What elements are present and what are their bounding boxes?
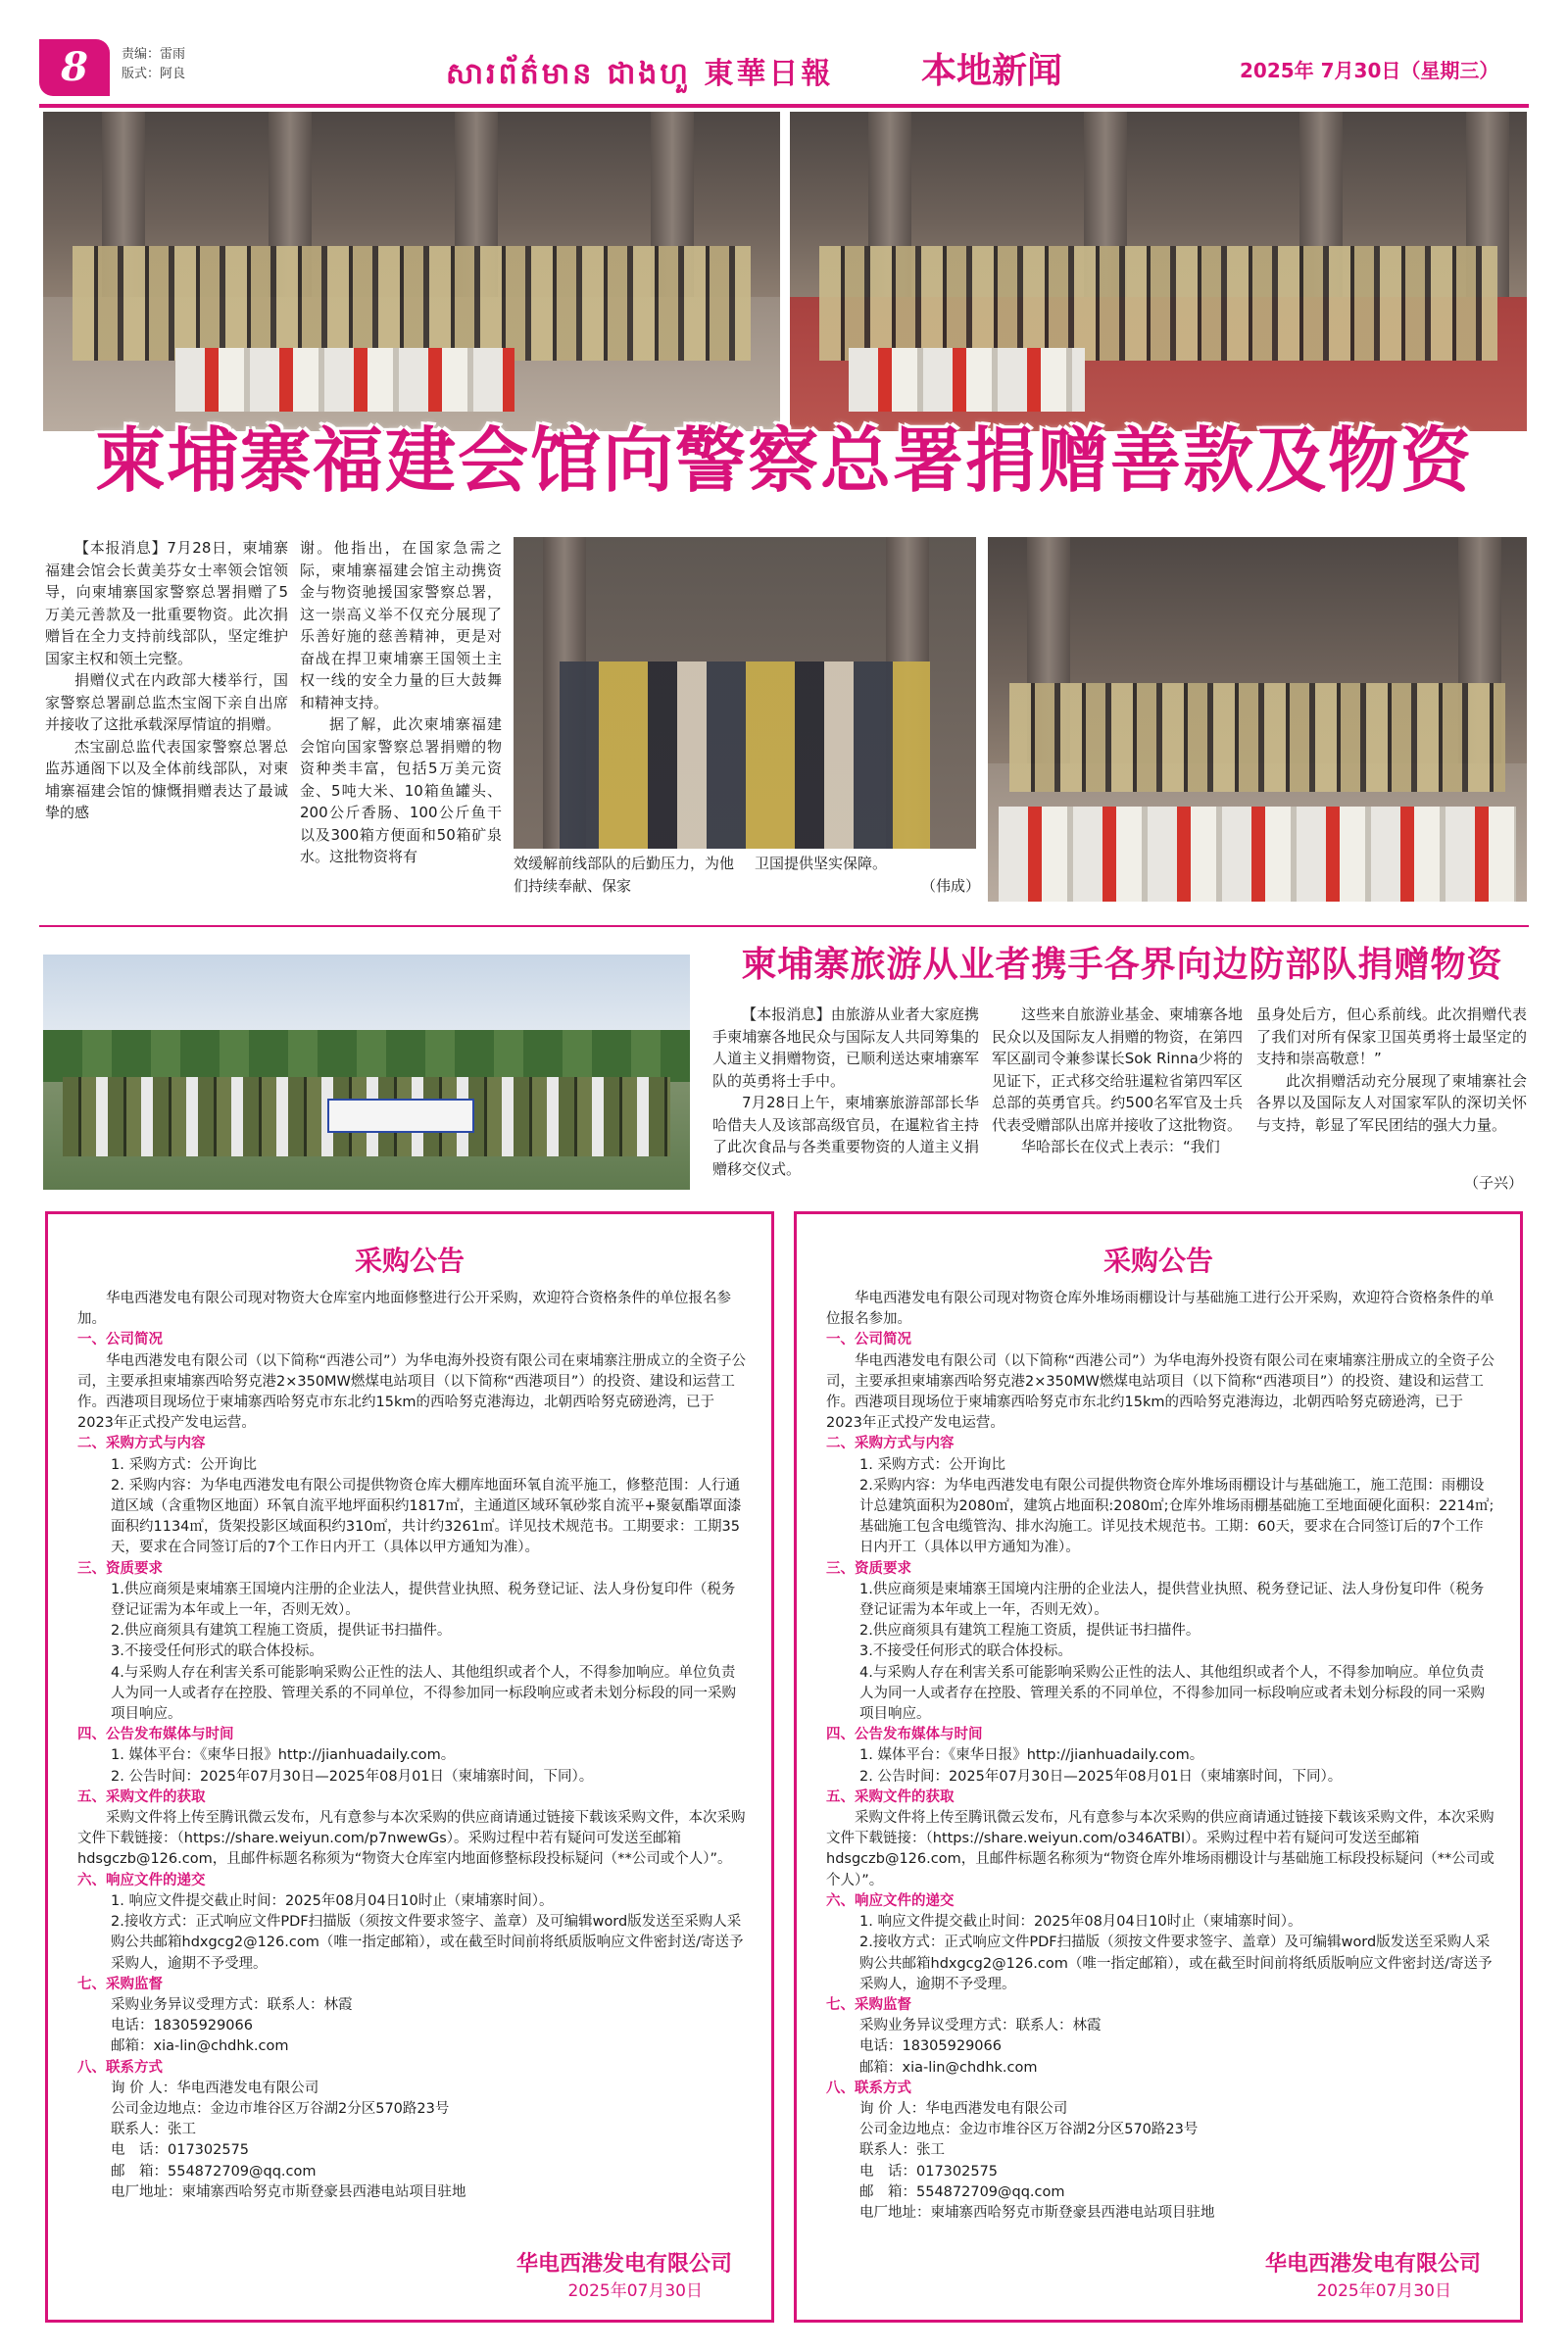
ad-line: 华电西港发电有限公司现对物资大仓库室内地面修整进行公开采购，欢迎符合资格条件的单位报名参加。 [77, 1291, 731, 1328]
ad-line: 询 价 人：华电西港发电有限公司 [111, 2080, 319, 2096]
ad-section-heading: 三、资质要求 [826, 1560, 911, 1577]
ad-line: 1. 采购方式：公开询比 [859, 1456, 1005, 1473]
ad-line: 1.供应商须是柬埔寨王国境内注册的企业法人，提供营业执照、税务登记证、法人身份复印件（税务登记证需为本年或上一年，否则无效）。 [111, 1581, 736, 1619]
ad-line: 2. 采购内容：为华电西港发电有限公司提供物资仓库大棚库地面环氧自流平施工，修整范围：人行通道区域（含重物区地面）环氧自流平地坪面积约1817㎡，主通道区域环氧砂浆自流平+聚氨酯罩面漆面积约1134㎡，货架投影区域面积约310㎡，共计约3261㎡。详见技术规范书。工期要求：工期35天，要求在合同签订后的7个工作日内开工（具体以甲方通知为准）。 [111, 1477, 742, 1556]
ad-line: 2. 公告时间：2025年07月30日—2025年08月01日（柬埔寨时间，下同）。 [111, 1768, 594, 1785]
article1-paragraph: 杰宝副总监代表国家警察总署总监苏通阁下以及全体前线部队，对柬埔寨福建会馆的慷慨捐赠表达了最诚挚的感 [45, 737, 288, 821]
ad-section-heading: 七、采购监督 [77, 1976, 163, 1992]
ad-section-heading: 一、公司简况 [77, 1332, 163, 1348]
ad-section-heading: 五、采购文件的获取 [826, 1788, 955, 1805]
ad-line: 公司金边地点：金边市堆谷区万谷湖2分区570路23号 [859, 2122, 1199, 2138]
ad-body [826, 1289, 1496, 2224]
article1-paragraph: 捐赠仪式在内政部大楼举行，国家警察总署副总监杰宝阁下亲自出席并接收了这批承载深厚情谊的捐赠。 [45, 671, 288, 733]
section-divider [39, 925, 1529, 927]
ad-line: 4.与采购人存在利害关系可能影响采购公正性的法人、其他组织或者个人，不得参加响应。单位负责人为同一人或者存在控股、管理关系的不同单位，不得参加同一标段响应或者未划分标段的同一采购项目响应。 [111, 1664, 736, 1723]
procurement-notice-left [45, 1211, 774, 2323]
masthead: សារព័ត៌មាន ជាងហួ 東華日報 [446, 57, 834, 91]
article2-column-2 [992, 1004, 1243, 1158]
ad-line: 1. 采购方式：公开询比 [111, 1456, 257, 1473]
ad-company: 华电西港发电有限公司 [515, 2252, 732, 2277]
section-title: 本地新闻 [921, 51, 1063, 91]
ad-section-heading: 一、公司简况 [826, 1332, 911, 1348]
ad-line: 电话：18305929066 [111, 2018, 253, 2034]
article2-paragraph: 华哈部长在仪式上表示：“我们 [1021, 1138, 1220, 1155]
ad-line: 联系人：张工 [111, 2122, 196, 2138]
ad-line: 电 话：017302575 [111, 2142, 250, 2159]
article1-headline: 柬埔寨福建会馆向警察总署捐赠善款及物资 [94, 419, 1473, 502]
ad-line: 华电西港发电有限公司（以下简称“西港公司”）为华电海外投资有限公司在柬埔寨注册成立的全资子公司，主要承担柬埔寨西哈努克港2×350MW燃煤电站项目（以下简称“西港项目”）的投资、建设和运营工作。西港项目现场位于柬埔寨西哈努克市东北约15km的西哈努克港海边，北朝西哈努克磅逊湾，已于2023年正式投产发电运营。 [77, 1352, 747, 1432]
ad-line: 邮箱：xia-lin@chdhk.com [111, 2038, 289, 2055]
ad-line: 采购业务异议受理方式：联系人：林霞 [859, 2018, 1102, 2034]
ad-section-heading: 六、响应文件的递交 [77, 1872, 206, 1888]
ad-date: 2025年07月30日 [567, 2281, 703, 2301]
editor-line: 责编：雷雨 [122, 47, 186, 62]
ad-line: 采购文件将上传至腾讯微云发布，凡有意参与本次采购的供应商请通过链接下载该采购文件，本次采购文件下载链接：（https://share.weiyun.com/p7nwewGs）。采购过程中若有疑问可发送至邮箱hdsgczb@126.com，且邮件标题名称须为“物资大仓库室内地面修整标段投标疑问（**公司或个人）”。 [77, 1810, 746, 1868]
ad-line: 华电西港发电有限公司（以下简称“西港公司”）为华电海外投资有限公司在柬埔寨注册成立的全资子公司，主要承担柬埔寨西哈努克港2×350MW燃煤电站项目（以下简称“西港项目”）的投资、建设和运营工作。西港项目现场位于柬埔寨西哈努克市东北约15km的西哈努克港海边，北朝西哈努克磅逊湾，已于2023年正式投产发电运营。 [826, 1352, 1495, 1432]
ad-section-heading: 八、联系方式 [77, 2059, 163, 2076]
ad-line: 4.与采购人存在利害关系可能影响采购公正性的法人、其他组织或者个人，不得参加响应。单位负责人为同一人或者存在控股、管理关系的不同单位，不得参加同一标段响应或者未划分标段的同一采购项目响应。 [859, 1664, 1485, 1723]
ad-section-heading: 七、采购监督 [826, 1996, 911, 2013]
ad-section-heading: 五、采购文件的获取 [77, 1788, 206, 1805]
ad-line: 电厂地址：柬埔寨西哈努克市斯登豪县西港电站项目驻地 [859, 2204, 1215, 2221]
article2-paragraph: 虽身处后方，但心系前线。此次捐赠代表了我们对所有保家卫国英勇将士最坚定的支持和崇高敬意！” [1256, 1005, 1527, 1067]
ad-section-heading: 二、采购方式与内容 [77, 1436, 206, 1452]
article2-column-3 [1256, 1004, 1527, 1136]
ad-line: 2.采购内容：为华电西港发电有限公司提供物资仓库外堆场雨棚设计与基础施工，施工范围：雨棚设计总建筑面积为2080㎡，建筑占地面积:2080㎡;仓库外堆场雨棚基础施工至地面硬化面积：2214㎡;基础施工包含电缆管沟、排水沟施工。详见技术规范书。工期：60天，要求在合同签订后的7个工作日内开工（具体以甲方通知为准）。 [859, 1477, 1494, 1556]
photo-handshake-greeting [514, 537, 976, 849]
ad-section-heading: 六、响应文件的递交 [826, 1892, 955, 1909]
ad-line: 2. 公告时间：2025年07月30日—2025年08月01日（柬埔寨时间，下同）。 [859, 1768, 1343, 1785]
ad-line: 2.供应商须具有建筑工程施工资质，提供证书扫描件。 [111, 1623, 452, 1640]
article2-paragraph: 【本报消息】由旅游从业者大家庭携手柬埔寨各地民众与国际友人共同筹集的人道主义捐赠物资，已顺利送达柬埔寨军队的英勇将士手中。 [712, 1005, 979, 1090]
ad-line: 采购业务异议受理方式：联系人：林霞 [111, 1996, 353, 2013]
article1-paragraph: 【本报消息】7月28日，柬埔寨福建会馆会长黄美芬女士率领会馆领导，向柬埔寨国家警察总署捐赠了5万美元善款及一批重要物资。此次捐赠旨在全力支持前线部队，坚定维护国家主权和领土完整。 [45, 539, 288, 667]
article1-photo-caption-a: 效缓解前线部队的后勤压力，为他们持续奉献、保家 [514, 855, 735, 895]
article2-headline: 柬埔寨旅游从业者携手各界向边防部队捐赠物资 [741, 944, 1503, 985]
ad-line: 华电西港发电有限公司现对物资仓库外堆场雨棚设计与基础施工进行公开采购，欢迎符合资格条件的单位报名参加。 [826, 1291, 1494, 1328]
ad-line: 邮箱：xia-lin@chdhk.com [859, 2059, 1038, 2076]
page-number: 8 [39, 39, 110, 96]
article1-photo-caption-b: 卫国提供坚实保障。 [755, 855, 888, 872]
article1-column-2 [300, 537, 502, 868]
ad-line: 询 价 人：华电西港发电有限公司 [859, 2100, 1068, 2117]
ad-line: 3.不接受任何形式的联合体投标。 [111, 1643, 323, 1660]
ad-title: 采购公告 [354, 1245, 465, 1277]
ad-line: 2.接收方式：正式响应文件PDF扫描版（须按文件要求签字、盖章）及可编辑word版发送至采购人采购公共邮箱hdxgcg2@126.com（唯一指定邮箱），或在截至时间前将纸质版响应文件密封送/寄送予采购人，逾期不予受理。 [859, 1935, 1493, 1992]
ad-line: 邮 箱：554872709@qq.com [111, 2163, 317, 2180]
ad-line: 公司金边地点：金边市堆谷区万谷湖2分区570路23号 [111, 2100, 450, 2117]
ad-section-heading: 四、公告发布媒体与时间 [77, 1727, 234, 1743]
ad-line: 2.接收方式：正式响应文件PDF扫描版（须按文件要求签字、盖章）及可编辑word版发送至采购人采购公共邮箱hdxgcg2@126.com（唯一指定邮箱），或在截至时间前将纸质版响应文件密封送/寄送予采购人，逾期不予受理。 [111, 1914, 744, 1972]
ad-section-heading: 八、联系方式 [826, 2080, 911, 2096]
article2-column-1 [712, 1004, 979, 1180]
article1-credit: （伟成） [921, 877, 981, 895]
editor-credits [122, 45, 185, 84]
issue-date: 2025年 7月30日（星期三） [1240, 59, 1499, 82]
header-rule [39, 104, 1529, 108]
ad-line: 电 话：017302575 [859, 2163, 999, 2180]
article2-paragraph: 7月28日上午，柬埔寨旅游部部长华哈借夫人及该部高级官员，在暹粒省主持了此次食品与各类重要物资的人道主义捐赠移交仪式。 [712, 1094, 979, 1178]
ad-title: 采购公告 [1102, 1245, 1213, 1277]
ad-line: 1. 响应文件提交截止时间：2025年08月04日10时止（柬埔寨时间）。 [859, 1914, 1302, 1931]
article2-credit: （子兴） [1464, 1174, 1524, 1192]
ad-company: 华电西港发电有限公司 [1264, 2252, 1481, 2277]
ad-line: 采购文件将上传至腾讯微云发布，凡有意参与本次采购的供应商请通过链接下载该采购文件，本次采购文件下载链接：（https://share.weiyun.com/o346ATBI）。采购过程中若有疑问可发送至邮箱hdsgczb@126.com，且邮件标题名称须为“物资仓库外堆场雨棚设计与基础施工标段投标疑问（**公司或个人）”。 [826, 1810, 1494, 1888]
article2-paragraph: 此次捐赠活动充分展现了柬埔寨社会各界以及国际友人对国家军队的深切关怀与支持，彰显了军民团结的强大力量。 [1256, 1071, 1527, 1134]
ad-line: 电话：18305929066 [859, 2038, 1002, 2055]
photo-donation-ceremony-left [43, 112, 780, 431]
photo-donation-ceremony-right [790, 112, 1527, 431]
ad-line: 1. 媒体平台：《柬华日报》http://jianhuadaily.com。 [859, 1747, 1204, 1764]
ad-line: 3.不接受任何形式的联合体投标。 [859, 1643, 1072, 1660]
ad-line: 2.供应商须具有建筑工程施工资质，提供证书扫描件。 [859, 1623, 1200, 1640]
ad-line: 联系人：张工 [859, 2142, 945, 2159]
ad-line: 1.供应商须是柬埔寨王国境内注册的企业法人，提供营业执照、税务登记证、法人身份复印件（税务登记证需为本年或上一年，否则无效）。 [859, 1581, 1485, 1619]
article1-paragraph: 据了解，此次柬埔寨福建会馆向国家警察总署捐赠的物资种类丰富，包括5万美元资金、5吨大米、10箱鱼罐头、200公斤香肠、100公斤鱼干以及300箱方便面和50箱矿泉水。这批物资将有 [300, 715, 502, 865]
ad-section-heading: 二、采购方式与内容 [826, 1436, 955, 1452]
layout-line: 版式：阿良 [122, 67, 186, 81]
photo-border-troops-donation [43, 955, 690, 1190]
article2-paragraph: 这些来自旅游业基金、柬埔寨各地民众以及国际友人捐赠的物资，在第四军区副司令兼参谋长Sok Rinna少将的见证下，正式移交给驻暹粒省第四军区总部的英勇官兵。约500名军官及士兵代表受赠部队出席并接收了这批物资。 [992, 1005, 1243, 1134]
ad-body [77, 1289, 748, 2203]
article1-column-1 [45, 537, 288, 824]
procurement-notice-right [794, 1211, 1523, 2323]
ad-line: 1. 响应文件提交截止时间：2025年08月04日10时止（柬埔寨时间）。 [111, 1892, 554, 1909]
ad-line: 1. 媒体平台：《柬华日报》http://jianhuadaily.com。 [111, 1747, 456, 1764]
ad-date: 2025年07月30日 [1316, 2281, 1451, 2301]
ad-line: 电厂地址：柬埔寨西哈努克市斯登豪县西港电站项目驻地 [111, 2183, 466, 2200]
photo-group-with-supplies [988, 537, 1527, 902]
article1-paragraph: 谢。他指出，在国家急需之际，柬埔寨福建会馆主动携资金与物资驰援国家警察总署，这一崇高义举不仅充分展现了乐善好施的慈善精神，更是对奋战在捍卫柬埔寨王国领土主权一线的安全力量的巨大鼓舞和精神支持。 [300, 539, 502, 711]
ad-line: 邮 箱：554872709@qq.com [859, 2183, 1065, 2200]
ad-section-heading: 四、公告发布媒体与时间 [826, 1727, 983, 1743]
ad-section-heading: 三、资质要求 [77, 1560, 163, 1577]
